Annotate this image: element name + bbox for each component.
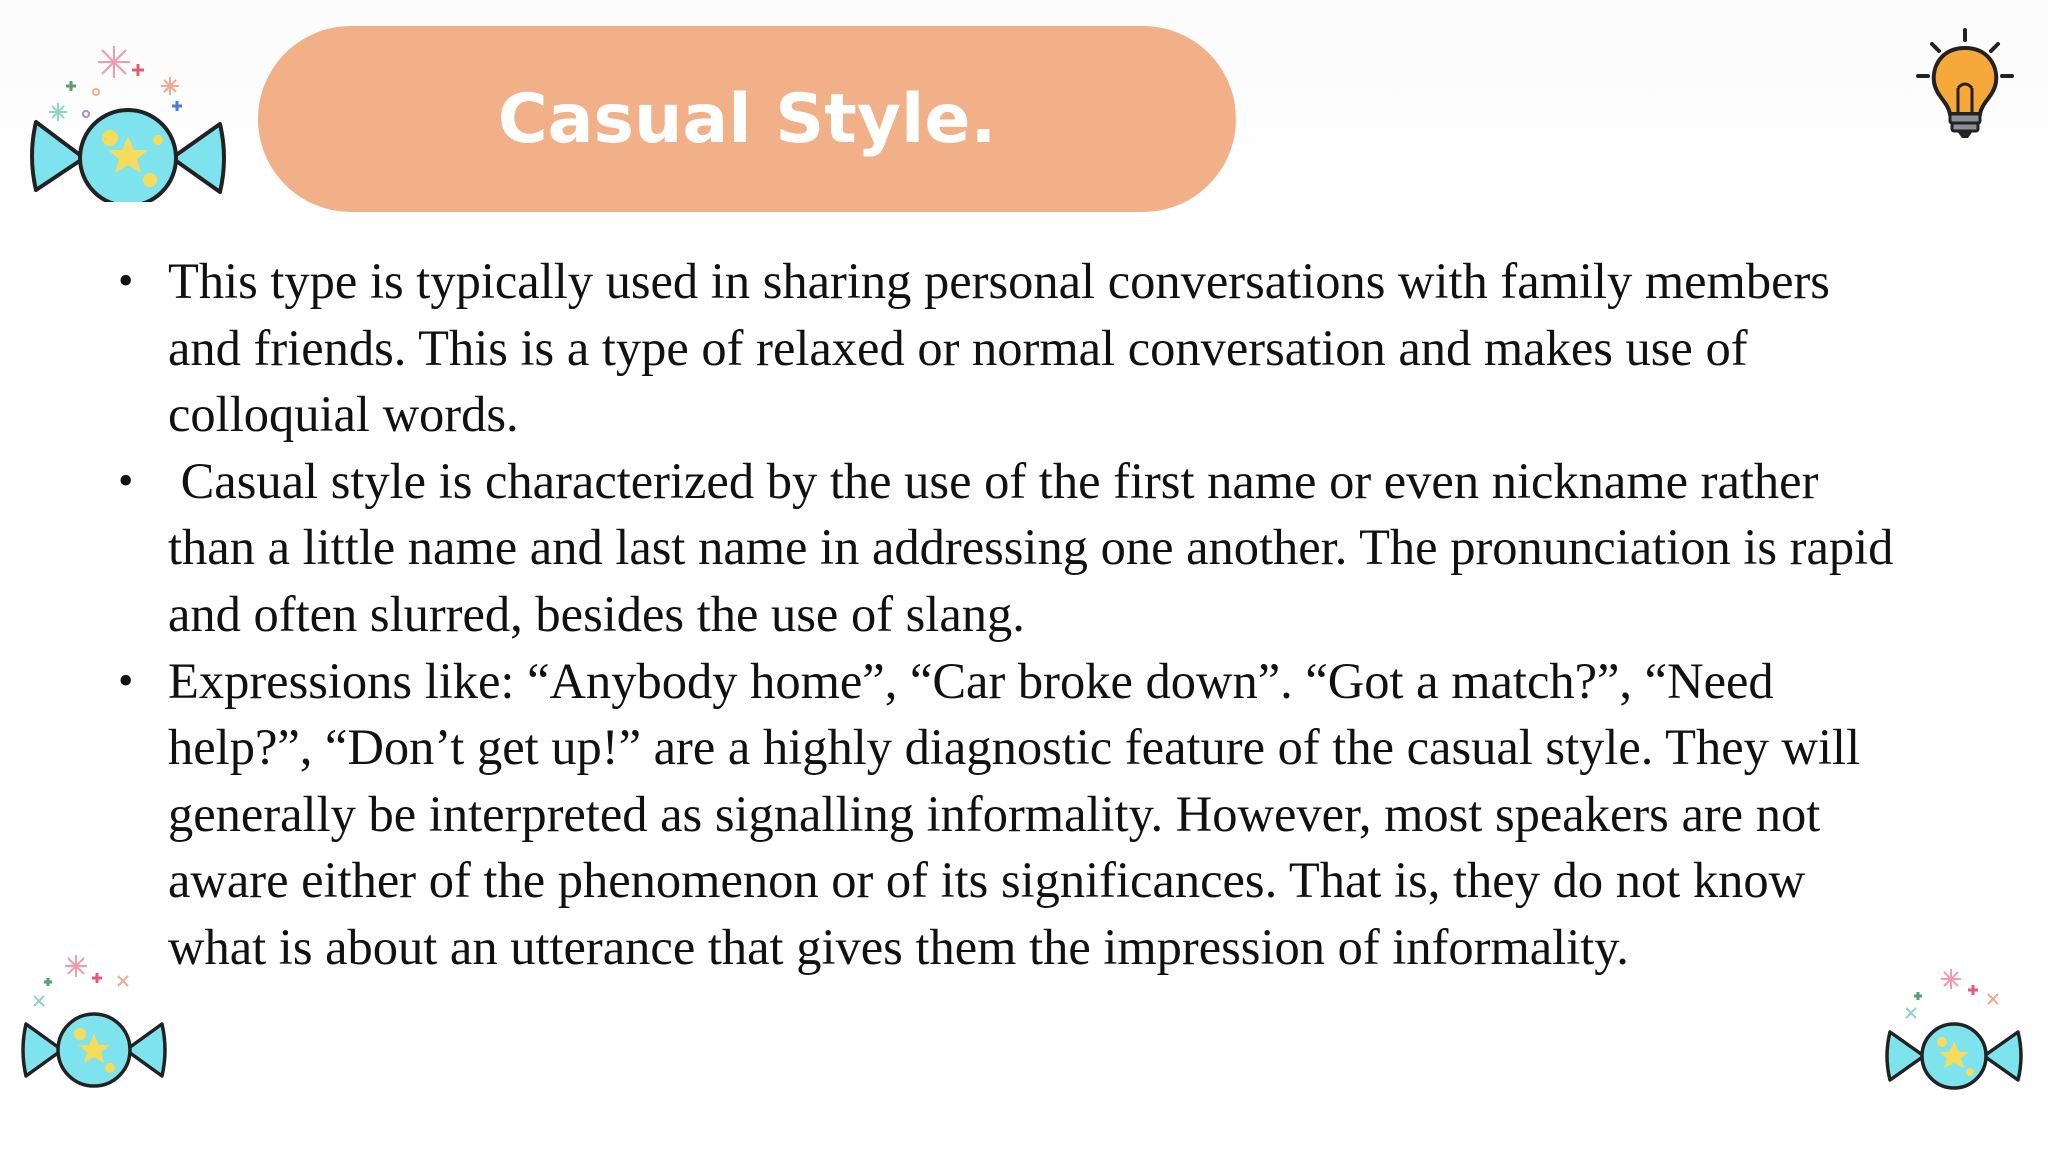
bullet-text: Expressions like: “Anybody home”, “Car broke down”. “Got a match?”, “Need help?”, “Don’t get up!” are a highly diagnostic feature of the casual style. They will generally be interpreted as signalling informality. However, most speakers are not aware either of the phenomenon or of its significances. That is, they do not know what is about an utterance that gives them the impression of informality.	[168, 652, 1861, 975]
title-banner	[258, 26, 1236, 212]
slide-title: Casual Style.	[497, 79, 997, 159]
bullet-marker: •	[118, 455, 134, 505]
bullet-item	[118, 648, 1898, 981]
candy-icon	[26, 22, 226, 202]
bullet-list	[118, 248, 1907, 981]
bullet-text: Casual style is characterized by the use of the first name or even nickname rather than a little name and last name in addressing one another. The pronunciation is rapid and often slurred, besides the use of slang.	[168, 452, 1907, 642]
bullet-item	[118, 448, 1907, 648]
candy-icon	[20, 952, 168, 1092]
bullet-marker: •	[118, 256, 134, 305]
bullet-text: This type is typically used in sharing personal conversations with family members and friends. This is a type of relaxed or normal conversation and makes use of colloquial words.	[168, 253, 1830, 443]
bullet-marker: •	[118, 655, 134, 705]
bullet-item	[118, 248, 1898, 448]
candy-icon	[1884, 968, 2024, 1092]
lightbulb-icon	[1910, 24, 2020, 144]
